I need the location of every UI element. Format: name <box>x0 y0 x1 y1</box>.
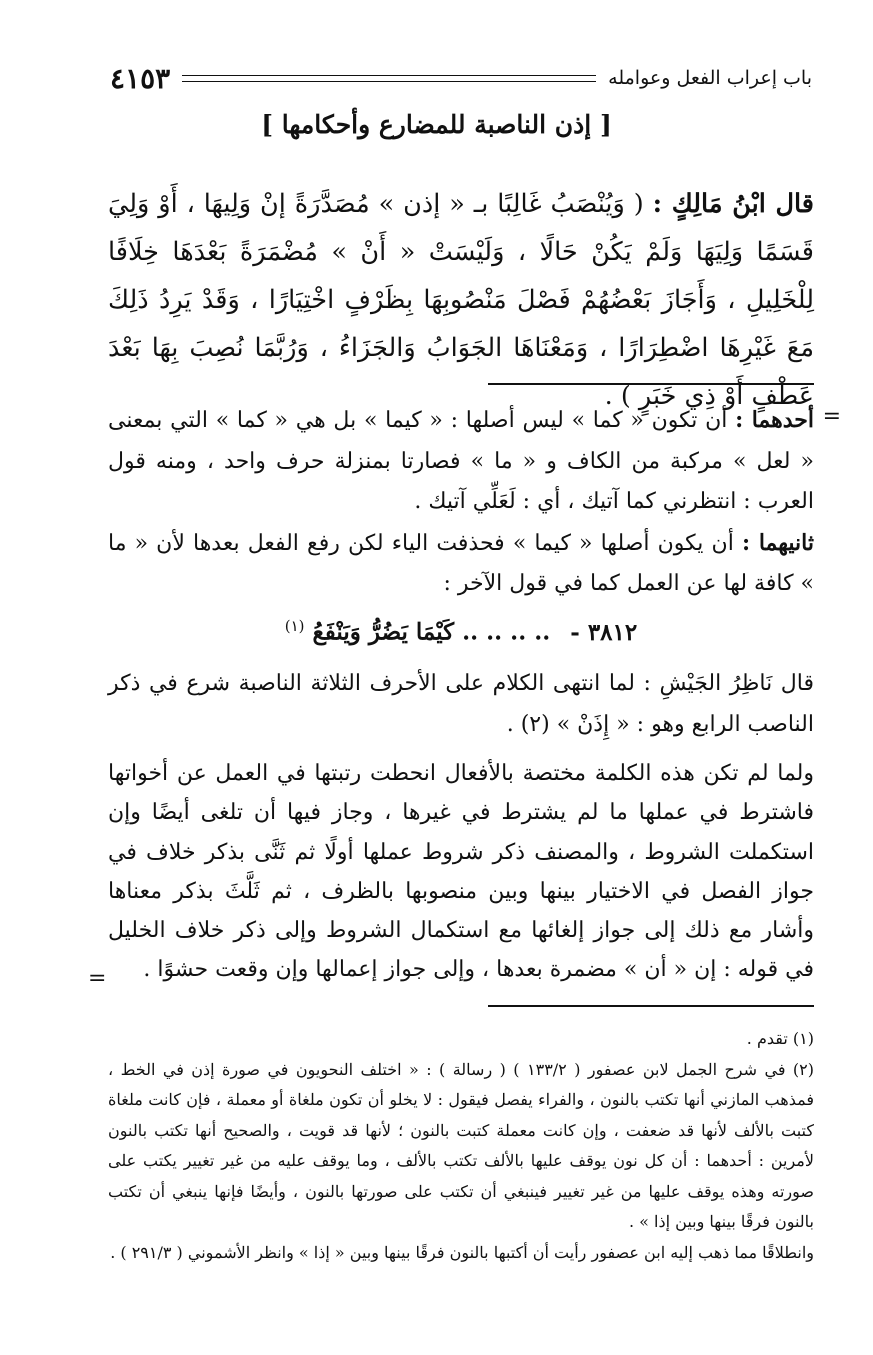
footnote-2-note: وانطلاقًا مما ذهب إليه ابن عصفور رأيت أن أكتبها بالنون فرقًا بينها وبين « إذا » وانظر الأشموني ( ٢٩١/٣ ) . <box>110 1242 814 1262</box>
matn-divider <box>488 383 814 385</box>
continuation-mark-bottom: = <box>88 966 107 991</box>
second-label: ثانيهما : <box>741 529 815 556</box>
first-text: أن تكون « كما » ليس أصلها : « كيما » بل هي « كما » التي بمعنى « لعل » مركبة من الكاف و « ما » فصارتا بمنزلة حرف واحد ، ومنه قول العرب : انتظرني كما آتيك ، أي : لَعَلِّي آتيك . <box>108 408 814 514</box>
commentary-intro-text: لما انتهى الكلام على الأحرف الثلاثة الناصبة شرع في ذكر الناصب الرابع وهو : « إِذَنْ » (٢) . <box>108 671 814 737</box>
footnotes <box>108 1024 814 1268</box>
page-header <box>110 58 812 98</box>
page-number: ٤١٥٣ <box>110 61 171 95</box>
verse-dots: .. .. .. .. <box>462 618 551 646</box>
poetry-verse <box>108 617 814 646</box>
continuation-mark-top: = <box>822 404 841 429</box>
second-text: أن يكون أصلها « كيما » فحذفت الياء لكن رفع الفعل بعدها لأن « ما » كافة لها عن العمل كما في قول الآخر : <box>108 530 814 596</box>
header-rule <box>182 75 596 82</box>
matn-text: ( وَيُنْصَبُ غَالِبًا بـ « إذن » مُصَدَّرَةً إنْ وَلِيهَا ، أَوْ وَلِيَ قَسَمًا وَلِيَهَا وَلَمْ يَكُنْ حَالًا ، وَلَيْسَتْ « أَنْ » مُضْمَرَةً بَعْدَهَا خِلَافًا لِلْخَلِيلِ ، وَأَجَازَ بَعْضُهُمْ فَصْلَ مَنْصُوبِهَا بِظَرْفٍ اخْتِيَارًا ، وَقَدْ يَرِدُ ذَلِكَ مَعَ غَيْرِهَا اضْطِرَارًا ، وَمَعْنَاهَا الجَوَابُ وَالجَزَاءُ ، وَرُبَّمَا نُصِبَ بِهَا بَعْدَ عَطْفٍ أَوْ ذِي خَبَرٍ ) . <box>108 189 814 411</box>
section-title: [ إذن الناصبة للمضارع وأحكامها ] <box>261 110 612 139</box>
matn-speaker: قال ابْنُ مَالِكٍ : <box>652 189 814 219</box>
footnote-1: (١) تقدم . <box>746 1029 814 1048</box>
commentary-body-text: ولما لم تكن هذه الكلمة مختصة بالأفعال انحطت رتبتها في العمل عن أخواتها فاشترط في عملها ما لم يشترط في غيرها ، وجاز فيها أن تلغى أيضًا وإن استكملت الشروط ، والمصنف ذكر شروط عملها أولًا ثم ثَنَّى بذكر خلاف في جواز الفصل في الاختيار بينها وبين منصوبها بالظرف ، ثم ثَلَّثَ بذكر معناها وأشار مع ذلك إلى جواز إلغائها مع استكمال الشروط وإلى ذكر خلاف الخليل في قوله : إن « أن » مضمرة بعدها ، <box>108 761 814 983</box>
commentary-continued <box>108 400 814 605</box>
footnote-2: (٢) في شرح الجمل لابن عصفور ( ١٣٣/٢ ) ( رسالة ) : « اختلف النحويون في صورة إذن في الخط ، فمذهب المازني أنها تكتب بالنون ، والفراء يفصل فيقول : لا يخلو أن تكون ملغاة أو معملة ، فإن كانت ملغاة كتبت بالألف لأنها قد ضعفت ، وإن كانت معملة كتبت بالنون ؛ لأنها قد قويت ، والصحيح أنها تكتب بالنون لأمرين : أحدهما : أن كل نون يوقف عليها بالألف تكتب بالألف ، وما يوقف عليه من غير تغيير يكتب على صورته وهذه يوقف عليها من غير تغيير فينبغي أن تكتب على صورتها بالنون ، وأيضًا فإنها ينبغي أن تكتب بالنون فرقًا بينها وبين إذا » . <box>108 1059 814 1231</box>
footnote-divider <box>488 1005 814 1007</box>
commentary-body-end: وإلى جواز إعمالها وإن وقعت حشوًا . <box>143 957 476 983</box>
first-label: أحدهما : <box>735 407 814 433</box>
verse-text: كَيْمَا يَضُرُّ وَيَنْفَعُ <box>312 618 455 646</box>
commentary-body <box>108 754 814 990</box>
verse-number: ٣٨١٢ - <box>570 618 638 646</box>
running-title: باب إعراب الفعل وعوامله <box>608 67 812 89</box>
verse-footnote-ref: (١) <box>284 617 305 635</box>
commentary-speaker: قال نَاظِرُ الجَيْشِ : <box>643 671 815 696</box>
commentary-intro <box>108 664 814 745</box>
